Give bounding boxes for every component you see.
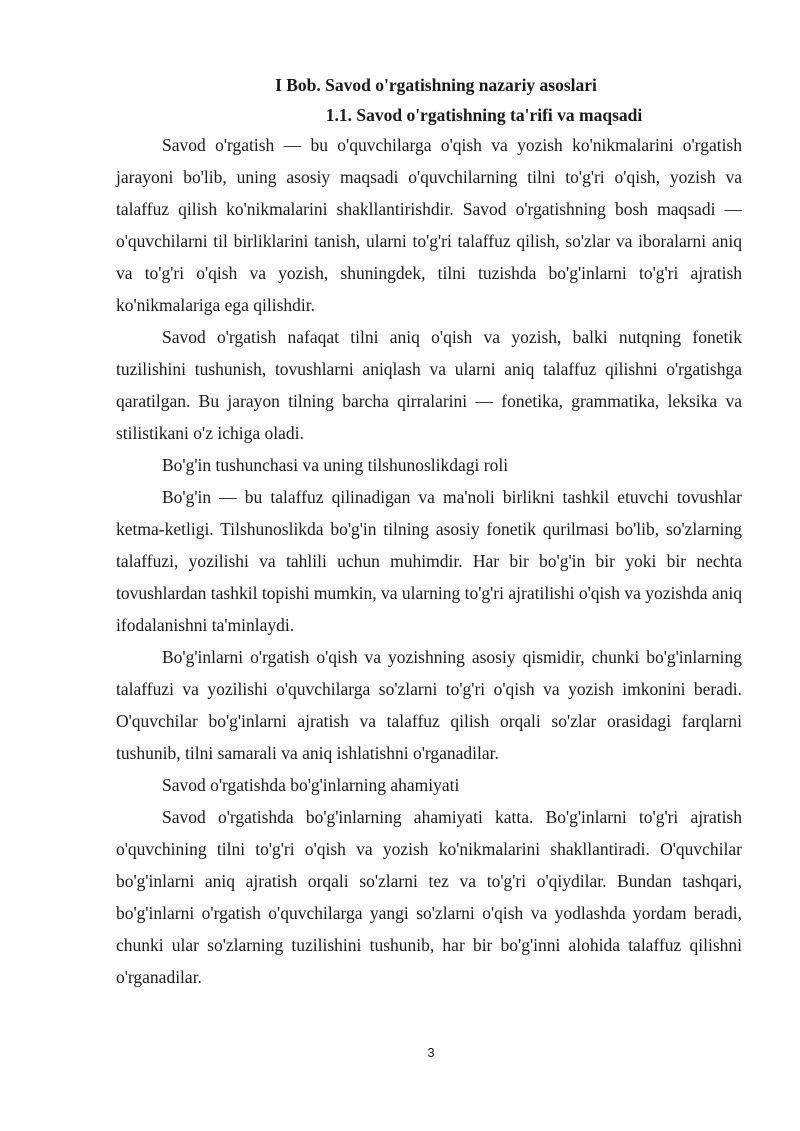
subheading-syllable-importance: Savod o'rgatishda bo'g'inlarning ahamiyati <box>162 775 460 795</box>
paragraph-syllable-teaching: Bo'g'inlarni o'rgatish o'qish va yozishning asosiy qismidir, chunki bo'g'inlarning talaffuzi va yozilishi o'quvchilarga so'zlarni to'g'ri o'qish va yozish imkonini beradi. O'quvchilar bo'g'inlarni ajratish va talaffuz qilish orqali so'zlar orasidagi farqlarni tushunib, tilni samarali va aniq ishlatishni o'rganadilar. <box>116 647 742 763</box>
subheading-syllable-concept: Bo'g'in tushunchasi va uning tilshunoslikdagi roli <box>162 455 509 475</box>
paragraph-syllable-definition: Bo'g'in — bu talaffuz qilinadigan va ma'noli birlikni tashkil etuvchi tovushlar ketma-ketligi. Tilshunoslikda bo'g'in tilning asosiy fonetik qurilmasi bo'lib, so'zlarning talaffuzi, yozilishi va tahlili uchun muhimdir. Har bir bo'g'in bir yoki bir nechta tovushlardan tashkil topishi mumkin, va ularning to'g'ri ajratilishi o'qish va yozishda aniq ifodalanishni ta'minlaydi. <box>116 487 742 635</box>
section-title: 1.1. Savod o'rgatishning ta'rifi va maqsadi <box>325 105 643 125</box>
paragraph-definition: Savod o'rgatish — bu o'quvchilarga o'qish va yozish ko'nikmalarini o'rgatish jarayoni bo'lib, uning asosiy maqsadi o'quvchilarning tilni to'g'ri o'qish, yozish va talaffuz qilish ko'nikmalarini shakllantirishdir. Savod o'rgatishning bosh maqsadi — o'quvchilarni til birliklarini tanish, ularni to'g'ri talaffuz qilish, so'zlar va iboralarni aniq va to'g'ri o'qish va yozish, shuningdek, tilni tuzishda bo'g'inlarni to'g'ri ajratish ko'nikmalariga ega qilishdir. <box>116 135 742 315</box>
paragraph-syllable-importance: Savod o'rgatishda bo'g'inlarning ahamiyati katta. Bo'g'inlarni to'g'ri ajratish o'quvchining tilni to'g'ri o'qish va yozish ko'nikmalarini shakllantiradi. O'quvchilar bo'g'inlarni aniq ajratish orqali so'zlarni tez va to'g'ri o'qiydilar. Bundan tashqari, bo'g'inlarni o'rgatish o'quvchilarga yangi so'zlarni o'qish va yodlashda yordam beradi, chunki ular so'zlarning tuzilishini tushunib, har bir bo'g'inni alohida talaffuz qilishni o'rganadilar. <box>116 807 742 987</box>
chapter-title: I Bob. Savod o'rgatishning nazariy asoslari <box>275 75 597 95</box>
page-number: 3 <box>427 1045 435 1060</box>
paragraph-scope: Savod o'rgatish nafaqat tilni aniq o'qish va yozish, balki nutqning fonetik tuzilishini tushunish, tovushlarni aniqlash va ularni aniq talaffuz qilishni o'rgatishga qaratilgan. Bu jarayon tilning barcha qirralarini — fonetika, grammatika, leksika va stilistikani o'z ichiga oladi. <box>116 327 742 443</box>
document-page <box>116 74 742 993</box>
